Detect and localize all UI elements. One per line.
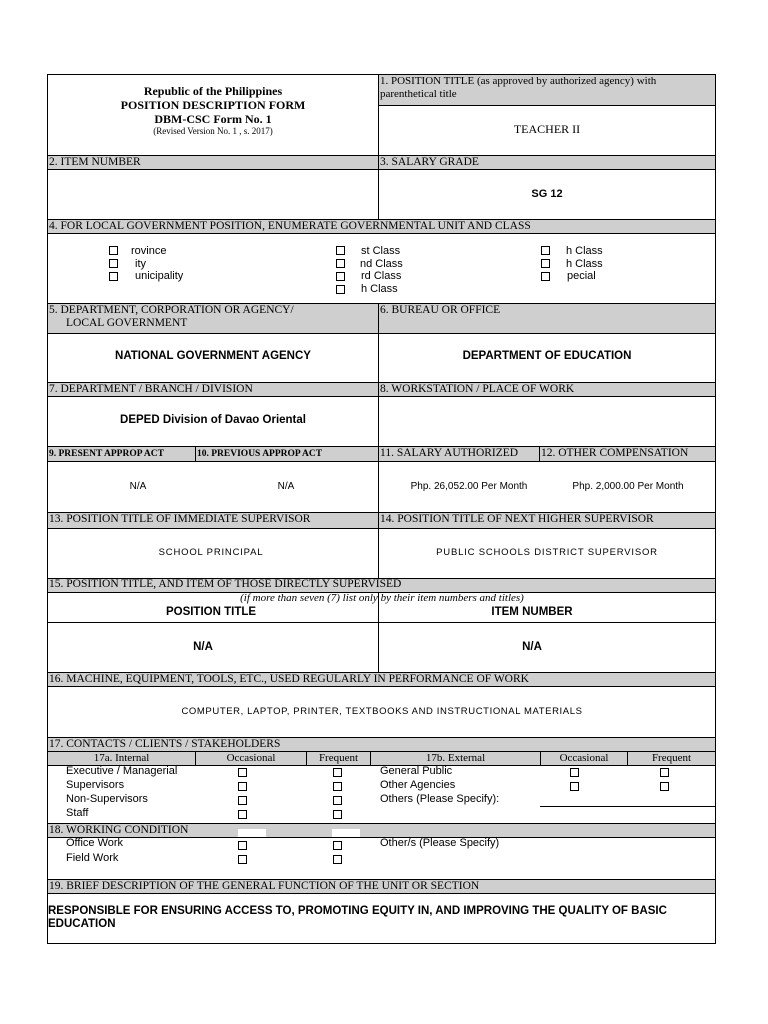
supervised-item-value: N/A (522, 641, 542, 653)
nonsupervisors-occasional-checkbox[interactable] (238, 796, 247, 805)
2nd-class-label: nd Class (360, 258, 403, 270)
s12-label: 12. OTHER COMPENSATION (541, 447, 689, 459)
city-checkbox[interactable] (109, 259, 118, 268)
salary-grade-value: SG 12 (531, 188, 563, 200)
s15-label: 15. POSITION TITLE, AND ITEM OF THOSE DIRECTLY SUPERVISED (49, 578, 402, 590)
col-divider (378, 303, 379, 578)
city-label: ity (135, 258, 146, 270)
next-higher-supervisor-value: PUBLIC SCHOOLS DISTRICT SUPERVISOR (436, 547, 658, 558)
rule (378, 105, 716, 106)
2nd-class-checkbox[interactable] (336, 259, 345, 268)
4th-class-label: h Class (361, 283, 398, 295)
5th-class-label: h Class (566, 245, 603, 257)
s6-label: 6. BUREAU OR OFFICE (380, 304, 501, 316)
col-item-number: ITEM NUMBER (491, 606, 573, 618)
6th-class-checkbox[interactable] (541, 259, 550, 268)
executive-frequent-checkbox[interactable] (333, 768, 342, 777)
s11-label: 11. SALARY AUTHORIZED (380, 447, 519, 459)
position-title-value: TEACHER II (513, 122, 581, 136)
border-right (715, 74, 716, 944)
internal-supervisors-label: Supervisors (66, 779, 125, 791)
field-work-frequent-checkbox[interactable] (333, 855, 342, 864)
department-value: NATIONAL GOVERNMENT AGENCY (115, 350, 311, 362)
s10-label: 10. PREVIOUS APPROP ACT (197, 449, 323, 459)
municipality-label: unicipality (135, 270, 184, 282)
s7-label: 7. DEPARTMENT / BRANCH / DIVISION (49, 383, 253, 395)
previous-approp-value: N/A (277, 481, 295, 492)
col-divider (539, 446, 540, 462)
agencies-frequent-checkbox[interactable] (660, 782, 669, 791)
bureau-value: DEPARTMENT OF EDUCATION (462, 350, 632, 362)
rule (47, 943, 716, 944)
s16-label: 16. MACHINE, EQUIPMENT, TOOLS, ETC., USED REGULARLY IN PERFORMANCE OF WORK (49, 673, 529, 685)
unit-function-description: RESPONSIBLE FOR ENSURING ACCESS TO, PROMOTING EQUITY IN, AND IMPROVING THE QUALITY OF BASIC EDUCATION (48, 905, 667, 930)
rule (47, 396, 716, 397)
internal-occasional-header: Occasional (226, 752, 276, 764)
supervised-title-value: N/A (193, 641, 213, 653)
equipment-value: COMPUTER, LAPTOP, PRINTER, TEXTBOOKS AND INSTRUCTIONAL MATERIALS (181, 706, 583, 717)
5th-class-checkbox[interactable] (541, 246, 550, 255)
s19-label: 19. BRIEF DESCRIPTION OF THE GENERAL FUNCTION OF THE UNIT OR SECTION (49, 880, 480, 892)
s18-label: 18. WORKING CONDITION (49, 824, 189, 836)
republic-line: Republic of the Philippines (143, 84, 283, 98)
6th-class-label: h Class (566, 258, 603, 270)
rule (47, 233, 716, 234)
3rd-class-label: rd Class (361, 270, 402, 282)
division-value: DEPED Division of Davao Oriental (120, 414, 306, 426)
4th-class-checkbox[interactable] (336, 285, 345, 294)
internal-header: 17a. Internal (93, 752, 150, 764)
external-header: 17b. External (425, 752, 486, 764)
s18-gap-2 (332, 829, 360, 837)
rule (47, 686, 716, 687)
form-revision: (Revised Version No. 1 , s. 2017) (153, 126, 273, 136)
province-checkbox[interactable] (109, 246, 118, 255)
nonsupervisors-frequent-checkbox[interactable] (333, 796, 342, 805)
province-label: rovince (131, 245, 167, 257)
agencies-occasional-checkbox[interactable] (570, 782, 579, 791)
rule (47, 893, 716, 894)
office-work-label: Office Work (66, 837, 124, 849)
supervisors-frequent-checkbox[interactable] (333, 782, 342, 791)
rule (47, 528, 716, 529)
s5-label: 5. DEPARTMENT, CORPORATION OR AGENCY/ (49, 304, 294, 316)
s9-label: 9. PRESENT APPROP ACT (49, 449, 164, 459)
immediate-supervisor-value: SCHOOL PRINCIPAL (158, 547, 264, 558)
s14-label: 14. POSITION TITLE OF NEXT HIGHER SUPERVISOR (380, 513, 654, 525)
rule (47, 461, 716, 462)
s18-gap-1 (238, 829, 266, 837)
special-label: pecial (567, 270, 596, 282)
3rd-class-checkbox[interactable] (336, 272, 345, 281)
1st-class-checkbox[interactable] (336, 246, 345, 255)
present-approp-value: N/A (129, 481, 147, 492)
municipality-checkbox[interactable] (109, 272, 118, 281)
form-number: DBM-CSC Form No. 1 (154, 112, 272, 126)
col-divider (195, 446, 196, 462)
staff-occasional-checkbox[interactable] (238, 810, 247, 819)
public-occasional-checkbox[interactable] (570, 768, 579, 777)
internal-nonsupervisors-label: Non-Supervisors (66, 793, 148, 805)
others-specify-line (540, 806, 715, 807)
col-position-title: POSITION TITLE (165, 606, 257, 618)
s13-label: 13. POSITION TITLE OF IMMEDIATE SUPERVISOR (49, 513, 311, 525)
special-checkbox[interactable] (541, 272, 550, 281)
other-conditions-label: Other/s (Please Specify) (380, 837, 500, 849)
external-frequent-header: Frequent (651, 752, 692, 764)
staff-frequent-checkbox[interactable] (333, 810, 342, 819)
salary-authorized-value: Php. 26,052.00 Per Month (410, 481, 528, 492)
internal-frequent-header: Frequent (318, 752, 359, 764)
field-work-occasional-checkbox[interactable] (238, 855, 247, 864)
s1-label-2: parenthetical title (380, 88, 457, 100)
external-public-label: General Public (380, 765, 453, 777)
external-occasional-header: Occasional (559, 752, 609, 764)
supervisors-occasional-checkbox[interactable] (238, 782, 247, 791)
rule (47, 622, 716, 623)
rule (47, 333, 716, 334)
s5-label-2: LOCAL GOVERNMENT (66, 317, 188, 329)
s1-label: 1. POSITION TITLE (as approved by authorized agency) with (380, 75, 657, 87)
field-work-label: Field Work (66, 852, 119, 864)
external-agencies-label: Other Agencies (380, 779, 456, 791)
internal-executive-label: Executive / Managerial (66, 765, 178, 777)
external-others-label: Others (Please Specify): (380, 793, 500, 805)
1st-class-label: st Class (361, 245, 401, 257)
internal-staff-label: Staff (66, 807, 89, 819)
border-left (47, 74, 48, 944)
s15-note: (if more than seven (7) list only by their item numbers and titles) (240, 592, 524, 604)
office-work-occasional-checkbox[interactable] (238, 841, 247, 850)
rule (47, 169, 716, 170)
s3-label: 3. SALARY GRADE (380, 156, 479, 168)
executive-occasional-checkbox[interactable] (238, 768, 247, 777)
s4-label: 4. FOR LOCAL GOVERNMENT POSITION, ENUMERATE GOVERNMENTAL UNIT AND CLASS (49, 220, 531, 232)
form-title: POSITION DESCRIPTION FORM (120, 98, 306, 112)
office-work-frequent-checkbox[interactable] (333, 841, 342, 850)
other-compensation-value: Php. 2,000.00 Per Month (572, 481, 684, 492)
s2-label: 2. ITEM NUMBER (49, 156, 141, 168)
s17-label: 17. CONTACTS / CLIENTS / STAKEHOLDERS (49, 738, 281, 750)
s8-label: 8. WORKSTATION / PLACE OF WORK (380, 383, 575, 395)
public-frequent-checkbox[interactable] (660, 768, 669, 777)
